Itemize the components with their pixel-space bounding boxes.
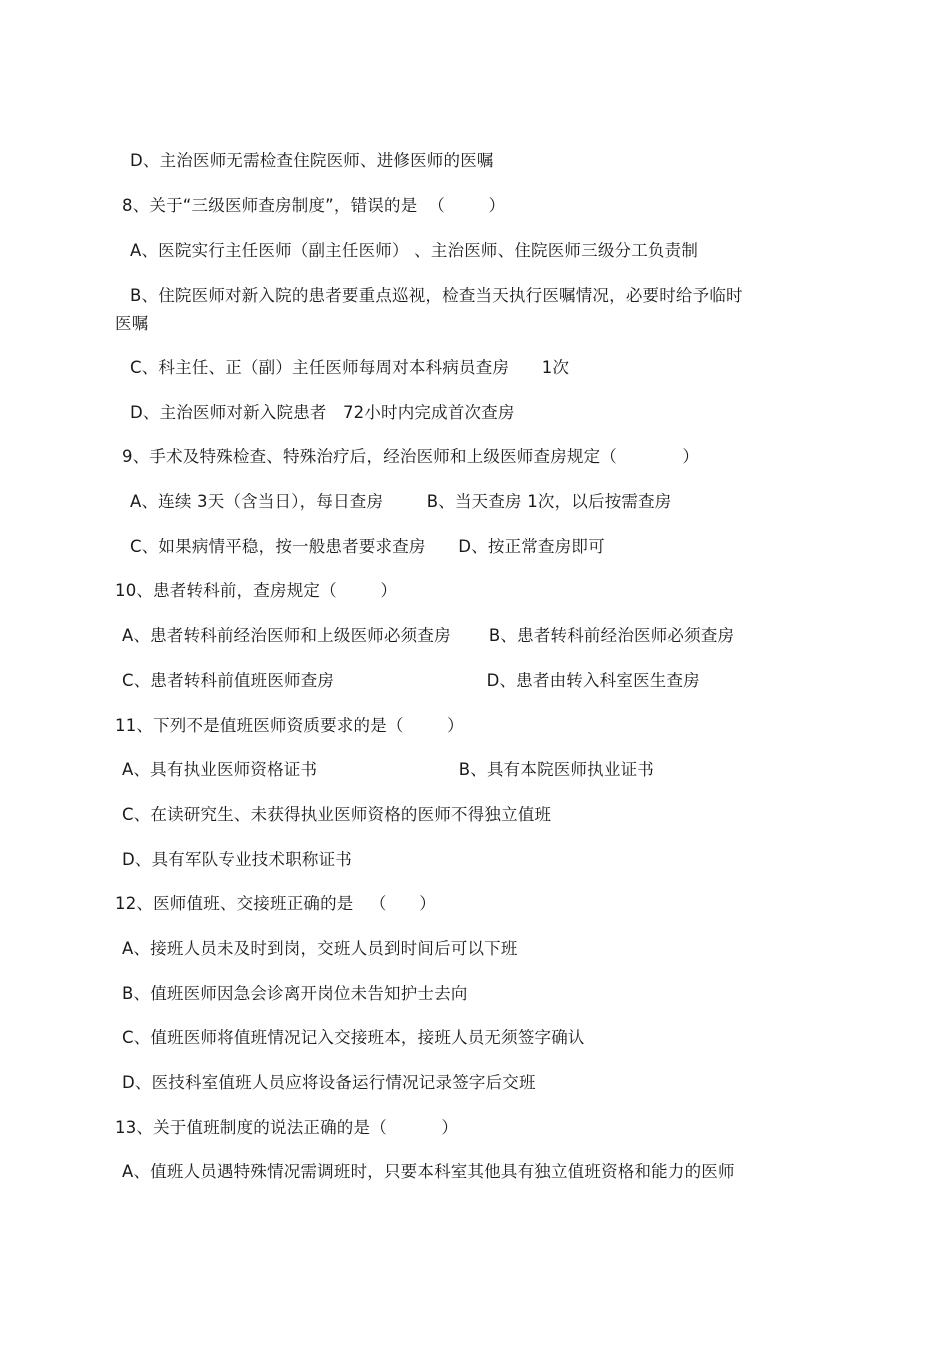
option-8d: D、主治医师对新入院患者 72小时内完成首次查房 xyxy=(130,403,515,422)
question-12: 12、医师值班、交接班正确的是 （ ） xyxy=(115,894,436,913)
option-13a: A、值班人员遇特殊情况需调班时，只要本科室其他具有独立值班资格和能力的医师 xyxy=(122,1162,735,1181)
option-12d: D、医技科室值班人员应将设备运行情况记录签字后交班 xyxy=(122,1073,536,1092)
option-8b-continued: 医嘱 xyxy=(115,314,149,333)
option-8a: A、医院实行主任医师（副主任医师） 、主治医师、住院医师三级分工负责制 xyxy=(130,241,699,260)
options-10ab: A、患者转科前经治医师和上级医师必须查房 B、患者转科前经治医师必须查房 xyxy=(122,626,735,645)
option-12a: A、接班人员未及时到岗，交班人员到时间后可以下班 xyxy=(122,939,518,958)
option-12b: B、值班医师因急会诊离开岗位未告知护士去向 xyxy=(122,984,468,1003)
option-8b: B、住院医师对新入院的患者要重点巡视，检查当天执行医嘱情况，必要时给予临时 xyxy=(130,286,743,305)
option-7d: D、主治医师无需检查住院医师、进修医师的医嘱 xyxy=(130,151,494,170)
question-9: 9、手术及特殊检查、特殊治疗后，经治医师和上级医师查房规定（ ） xyxy=(122,447,700,466)
question-8: 8、关于“三级医师查房制度”，错误的是 （ ） xyxy=(122,196,506,215)
question-13: 13、关于值班制度的说法正确的是（ ） xyxy=(115,1118,459,1137)
question-11: 11、下列不是值班医师资质要求的是（ ） xyxy=(115,716,464,735)
option-11d: D、具有军队专业技术职称证书 xyxy=(122,850,353,869)
option-11c: C、在读研究生、未获得执业医师资格的医师不得独立值班 xyxy=(122,805,552,824)
options-11ab: A、具有执业医师资格证书 B、具有本院医师执业证书 xyxy=(122,760,654,779)
options-9cd: C、如果病情平稳，按一般患者要求查房 D、按正常查房即可 xyxy=(130,537,605,556)
question-10: 10、患者转科前，查房规定（ ） xyxy=(115,581,398,600)
options-9ab: A、连续 3天（含当日），每日查房 B、当天查房 1次，以后按需查房 xyxy=(130,492,672,511)
option-12c: C、值班医师将值班情况记入交接班本，接班人员无须签字确认 xyxy=(122,1028,585,1047)
options-10cd: C、患者转科前值班医师查房 D、患者由转入科室医生查房 xyxy=(122,671,700,690)
option-8c: C、科主任、正（副）主任医师每周对本科病员查房 1次 xyxy=(130,358,570,377)
